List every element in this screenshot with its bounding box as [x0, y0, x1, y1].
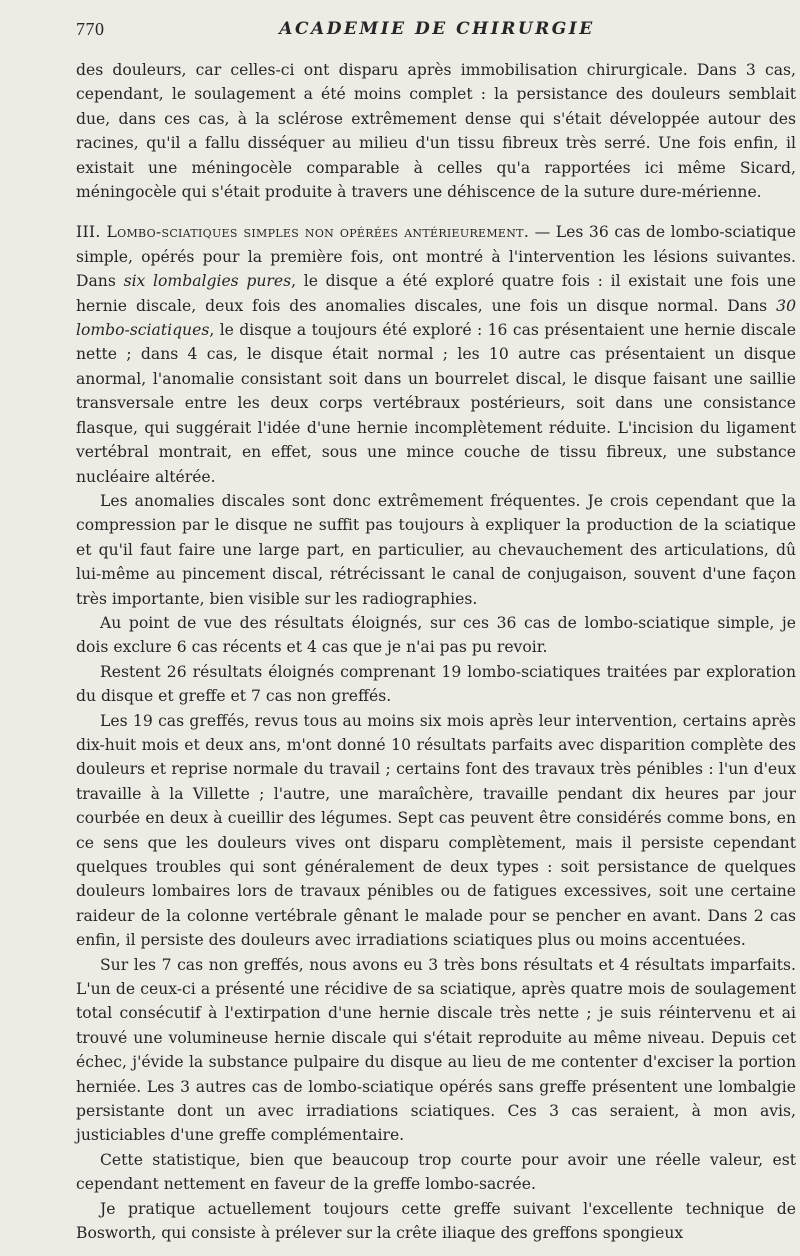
emphasis-lombalgies: six lombalgies pures	[123, 272, 292, 291]
paragraph-8: Cette statistique, bien que beaucoup trop courte pour avoir une réelle valeur, est cependant nettement en faveur de la greffe lombo-sacrée.	[76, 1150, 796, 1194]
body-text	[76, 58, 796, 1246]
paragraph-1: des douleurs, car celles-ci ont disparu après immobilisation chirurgicale. Dans 3 cas, cependant, le soulagement a été moins complet : la persistance des douleurs semblait due, dans ces cas, à la sclérose extrêmement dense qui s'était développée autour des racines, qu'il a fallu disséquer au milieu d'un tissu fibreux très serré. Une fois enfin, il existait une méningocèle comparable à celles qu'a rapportées ici même Sicard, méningocèle qui s'était produite à travers une déhiscence de la suture dure-mérienne.	[76, 61, 796, 202]
section-heading: III. Lombo-sciatiques simples non opérées antérieurement.	[76, 223, 530, 242]
paragraph-9: Je pratique actuellement toujours cette greffe suivant l'excellente technique de Bosworth, qui consiste à prélever sur la crête iliaque des greffons spongieux	[76, 1199, 796, 1243]
paragraph-5: Restent 26 résultats éloignés comprenant 19 lombo-sciatiques traitées par exploration du disque et greffe et 7 cas non greffés.	[76, 662, 796, 706]
page-number: 770	[76, 19, 105, 39]
section-text-1: Les 36 cas de lombo-sciatique simple, opérés pour la première fois, ont montré à l'intervention les lésions suivantes. Dans	[76, 223, 797, 291]
paragraph-6: Les 19 cas greffés, revus tous au moins six mois après leur intervention, certains après dix-huit mois et deux ans, m'ont donné 10 résultats parfaits avec disparition complète des douleurs et reprise normale du travail ; certains font des travaux très pénibles : l'un d'eux travaille à la Villette ; l'autre, une maraîchère, travaille pendant dix heures par jour courbée en deux à cueillir des légumes. Sept cas peuvent être considérés comme bons, en ce sens que les douleurs vives ont disparu complètement, mais il persiste cependant quelques troubles qui sont généralement de deux types : soit persistance de quelques douleurs lombaires lors de travaux pénibles ou de fatigues excessives, soit une certaine raideur de la colonne vertébrale gênant le malade pour se pencher en avant. Dans 2 cas enfin, il persiste des douleurs avec irradiations sciatiques plus ou moins accentuées.	[76, 711, 796, 950]
emphasis-lombo-sciatiques: 30 lombo-sciatiques	[76, 296, 796, 340]
paragraph-3: Les anomalies discales sont donc extrêmement fréquentes. Je crois cependant que la compression par le disque ne suffit pas toujours à expliquer la production de la sciatique et qu'il faut faire une large part, en particulier, au chevauchement des articulations, dû lui-même au pincement discal, rétrécissant le canal de conjugaison, souvent d'une façon très importante, bien visible sur les radiographies.	[76, 491, 796, 608]
paragraph-4: Au point de vue des résultats éloignés, sur ces 36 cas de lombo-sciatique simple, je dois exclure 6 cas récents et 4 cas que je n'ai pas pu revoir.	[76, 613, 796, 657]
running-title: ACADEMIE DE CHIRURGIE	[279, 19, 595, 39]
page-header	[76, 19, 798, 45]
paragraph-section-iii	[76, 220, 796, 488]
heading-dash: —	[529, 223, 556, 242]
section-text-3: , le disque a toujours été exploré : 16 cas présentaient une hernie discale nette ; dans 4 cas, le disque était normal ; les 10 autre cas présentaient un disque anormal, l'anomalie consistant soit dans un bourrelet discal, le disque faisant une saillie transversale entre les deux corps vertébraux postérieurs, soit dans une consistance flasque, qui suggérait l'idée d'une hernie incomplètement réduite. L'incision du ligament vertébral montrait, en effet, sous une mince couche de tissu fibreux, une substance nucléaire altérée.	[76, 321, 796, 486]
paragraph-7: Sur les 7 cas non greffés, nous avons eu 3 très bons résultats et 4 résultats imparfaits. L'un de ceux-ci a présenté une récidive de sa sciatique, après quatre mois de soulagement total consécutif à l'extirpation d'une hernie discale très nette ; je suis réintervenu et ai trouvé une volumineuse hernie discale qui s'était reproduite au même niveau. Depuis cet échec, j'évide la substance pulpaire du disque au lieu de me contenter d'exciser la portion herniée. Les 3 autres cas de lombo-sciatique opérés sans greffe présentent une lombalgie persistante dont un avec irradiations sciatiques. Ces 3 cas seraient, à mon avis, justiciables d'une greffe complémentaire.	[76, 955, 796, 1145]
section-text-2: , le disque a été exploré quatre fois : il existait une fois une hernie discale, deux fois des anomalies discales, une fois un disque normal. Dans	[76, 272, 796, 315]
